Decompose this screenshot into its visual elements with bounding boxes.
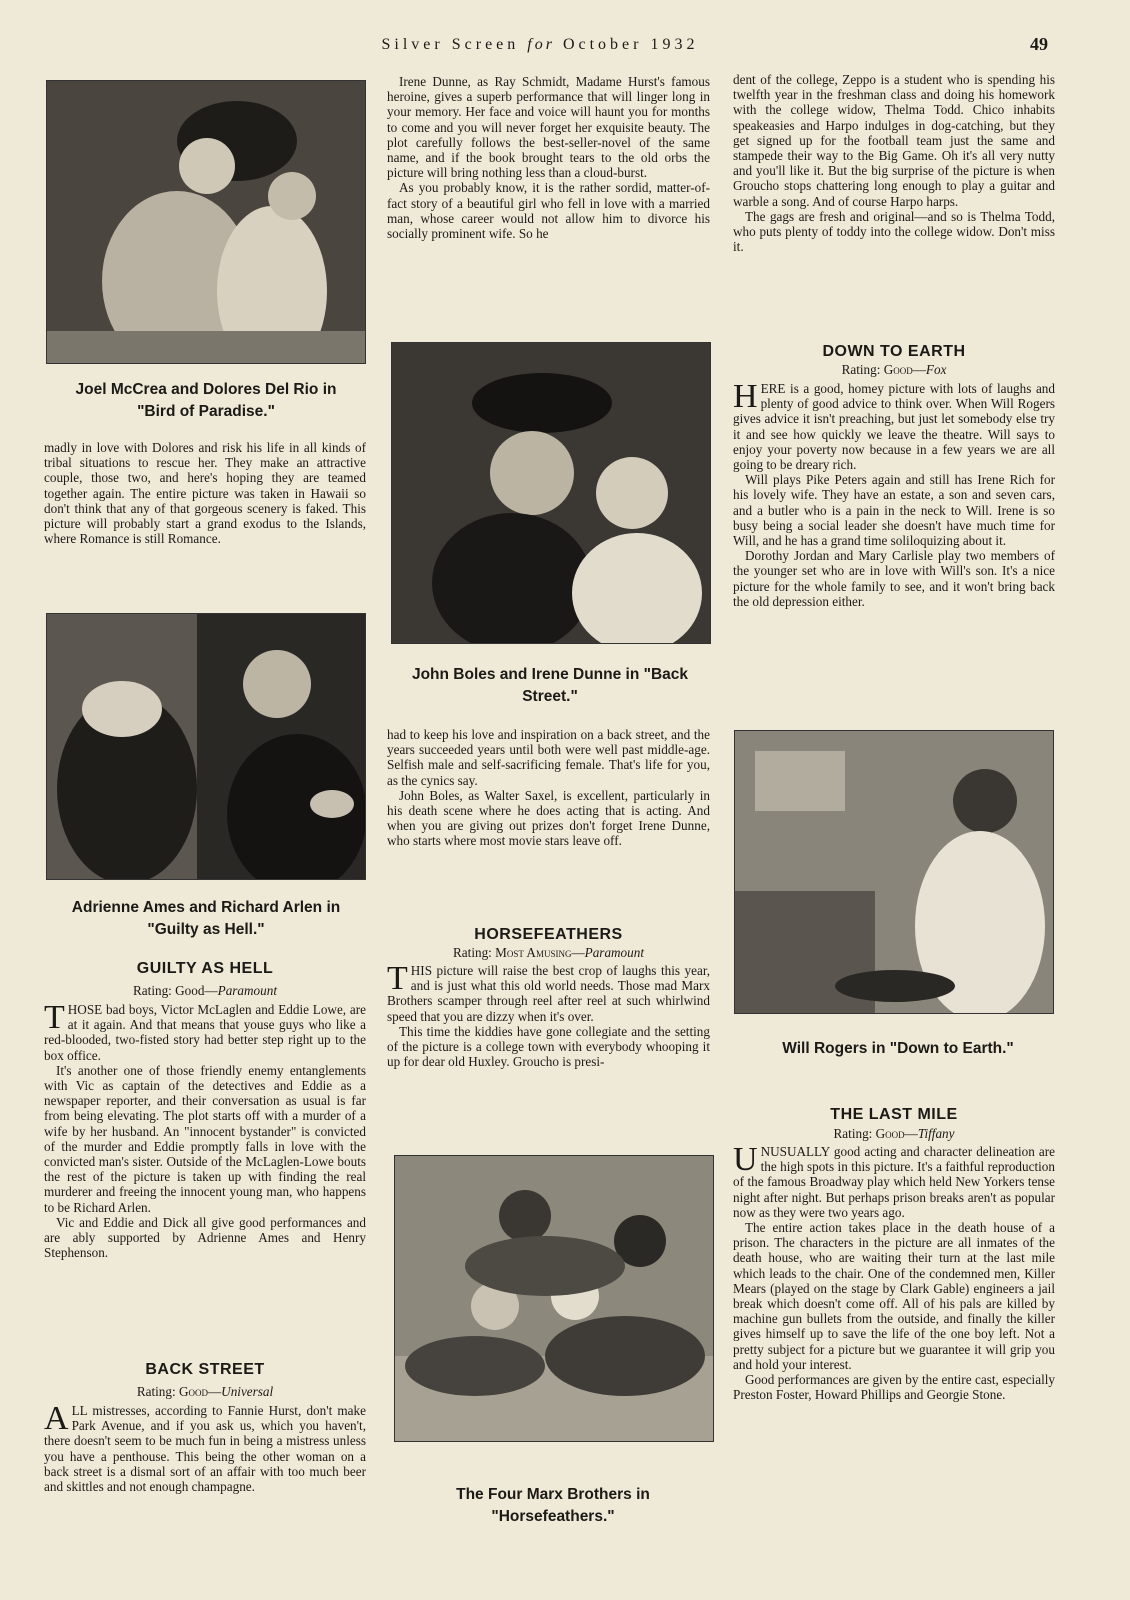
running-header (300, 36, 780, 54)
review-body-last-mile: UNUSUALLY good acting and character delineation are the high spots in this picture. It's a faithful reproduction of the famous Broadway play which held New Yorkers tense night after night. But perhaps prison breaks aren't as popular now as they were two years ago. The entire action takes place in the death house of a prison. The characters in the picture are all inmates of the death house, who are waiting their turn at the last mile which leads to the chair. One of the condemned men, Killer Mears (played on the stage by Clark Gable) engineers a jail break which doesn't come off. All of his pals are killed by machine gun bullets from the outside, and finally the killer gives himself up to save the life of the one boy left. Not a pretty subject for a picture but we guarantee it will grip you and hold your interest. Good performances are given by the entire cast, especially Preston Foster, Howard Phillips and Georgie Stone. (733, 1141, 1055, 1403)
review-title-down-to-earth: DOWN TO EARTH (822, 343, 966, 360)
paragraph: Vic and Eddie and Dick all give good performances and are ably supported by Adrienne Ames and Henry Stephenson. (44, 1214, 366, 1261)
drop-cap: H (733, 378, 758, 415)
paragraph: Good performances are given by the entire cast, especially Preston Foster, Howard Phillips and Georgie Stone. (733, 1372, 1055, 1403)
drop-cap: T (44, 999, 65, 1036)
for-word: for (527, 36, 555, 53)
photo-placeholder-icon (735, 731, 1053, 1013)
photo-bird-of-paradise (46, 80, 366, 364)
paragraph: had to keep his love and inspiration on a back street, and the years succeeded years until both were well past middle-age. Selfish male and self-sacrificing female. That's life for you, as the cynics say. (387, 727, 710, 788)
photo-back-street (391, 342, 711, 644)
photo-placeholder-icon (47, 614, 365, 879)
rating-back-street: Rating: Good—Universal (136, 1384, 274, 1399)
caption-horsefeathers: The Four Marx Brothers in "Horsefeathers." (456, 1486, 650, 1525)
paragraph: Irene Dunne, as Ray Schmidt, Madame Hurst's famous heroine, gives a superb performance that will linger long in your memory. Her face and voice will haunt you for months to come and you will never forget her exquisite beauty. The plot carefully follows the best-seller-novel of the same name, and if the book brought tears to the old orbs the picture will bring nothing less than a cloud-burst. (387, 74, 710, 181)
review-body-down-to-earth: HERE is a good, homey picture with lots of laughs and plenty of good advice to think over. When Will Rogers gives advice it isn't preaching, but just let somebody else try it and see how quickly we leave the theatre. Will says to enjoy your poverty now because in a few years we are all going to be dreary rich. Will plays Pike Peters again and still has Irene Rich for his lovely wife. They have an estate, a son and seven cars, and a butler who is a pain in the neck to Will. Irene is so busy being a social leader she doesn't have much time for Will, and he has a grand time soliloquizing about it. Dorothy Jordan and Mary Carlisle play two members of the younger set who are in love with Will's son. It's a nice picture for the whole family to see, and it won't bring back the old depression either. (733, 378, 1055, 609)
paragraph: This time the kiddies have gone collegiate and the setting of the picture is a college town with everybody whooping it up for dear old Huxley. Groucho is presi- (387, 1023, 710, 1070)
rating-last-mile: Rating: Good—Tiffany (833, 1126, 955, 1141)
caption-down-to-earth: Will Rogers in "Down to Earth." (782, 1040, 1014, 1057)
article-text-bird-of-paradise (44, 440, 366, 546)
paragraph: The entire action takes place in the death house of a prison. The characters in the picture are all inmates of the death house, who are waiting their turn at the last mile which leads to the chair. One of the condemned men, Killer Mears (played on the stage by Clark Gable) engineers a jail break which doesn't come off. All of his pals are killed by machine gun bullets from the outside, and finally the killer gives himself up to save the life of the one boy left. Not a pretty subject for a picture but we guarantee it will grip you and hold your interest. (733, 1220, 1055, 1372)
drop-cap: A (44, 1400, 69, 1437)
rating-horsefeathers: Rating: Most Amusing—Paramount (453, 945, 644, 960)
paragraph: The gags are fresh and original—and so is Thelma Todd, who puts plenty of toddy into the college widow. Don't miss it. (733, 208, 1055, 255)
photo-horsefeathers (394, 1155, 714, 1442)
review-body-back-street-continued (387, 74, 710, 241)
magazine-name: Silver Screen (381, 36, 520, 53)
paragraph: As you probably know, it is the rather sordid, matter-of-fact story of a beautiful girl who fell in love with a married man, whose career would not allow him to divorce his socially prominent wife. So he (387, 180, 710, 242)
review-body-back-street: ALL mistresses, according to Fannie Hurst, don't make Park Avenue, and if you ask us, which you haven't, there doesn't seem to be much fun in being a mistress unless you have a penthouse. This being the other woman on a back street is a dismal sort of an affair with too much beer and skittles and not enough champagne. (44, 1400, 366, 1495)
paragraph: Will plays Pike Peters again and still has Irene Rich for his lovely wife. They have an estate, a son and seven cars, and a butler who is a pain in the neck to Will. Irene is so busy being a social leader she doesn't have much time for Will, and he has a grand time soliloquizing about it. (733, 472, 1055, 549)
caption-back-street: John Boles and Irene Dunne in "Back Street." (411, 666, 689, 705)
caption-guilty-as-hell: Adrienne Ames and Richard Arlen in "Guilty as Hell." (71, 899, 341, 938)
photo-guilty-as-hell (46, 613, 366, 880)
caption-bird-of-paradise: Joel McCrea and Dolores Del Rio in "Bird of Paradise." (75, 381, 337, 420)
paragraph: John Boles, as Walter Saxel, is excellent, particularly in his death scene where he does acting that is acting. And when you are giving out prizes don't forget Irene Dunne, who starts where most movie stars leave off. (387, 787, 710, 849)
paragraph: dent of the college, Zeppo is a student who is spending his twelfth year in the freshman class and doing his homework with the college widow, Thelma Todd. Chico inhabits speakeasies and Harpo indulges in dog-catching, but they get signed up for the football team just the same and stampede their way to the Big Game. Oh it's all very nutty and you'll like it. But the big surprise of the picture is when Groucho stops chattering long enough to play a guitar and warble a song. And of course Harpo harps. (733, 72, 1055, 209)
paragraph: Dorothy Jordan and Mary Carlisle play two members of the younger set who are in love with Will's son. It's a nice picture for the whole family to see, and it won't bring back the old depression either. (733, 548, 1055, 609)
review-body-horsefeathers-continued (733, 72, 1055, 254)
page-number: 49 (1030, 34, 1048, 54)
photo-placeholder-icon (395, 1156, 713, 1441)
photo-placeholder-icon (47, 81, 365, 363)
issue-date: October 1932 (562, 36, 699, 53)
paragraph: It's another one of those friendly enemy entanglements with Vic as captain of the detectives and Eddie as a newspaper reporter, and their conversation as usual is far from being elevating. The plot starts off with a murder of a wife by her husband. An "innocent bystander" is convicted of the murder and Eddie promptly falls in love with the convicted man's sister. Outside of the McLaglen-Lowe bouts the rest of the picture is taken up with finding the real murderer and freeing the innocent young man, who happens to be Richard Arlen. (44, 1062, 366, 1215)
drop-cap: T (387, 960, 408, 997)
paragraph: madly in love with Dolores and risk his life in all kinds of tribal situations to rescue her. They make an attractive couple, those two, and here's hoping they are teamed together again. The entire picture was taken in Hawaii so don't think that any of that gorgeous scenery is faked. This picture will probably start a grand exodus to the Islands, where Romance is still Romance. (44, 440, 366, 547)
review-title-last-mile: THE LAST MILE (830, 1106, 958, 1123)
rating-down-to-earth: Rating: Good—Fox (841, 362, 947, 377)
photo-placeholder-icon (392, 343, 710, 643)
review-body-back-street-end (387, 727, 710, 849)
review-body-guilty-as-hell: THOSE bad boys, Victor McLaglen and Eddie Lowe, are at it again. And that means that youse guys who like a red-blooded, two-fisted story had better step right up to the box office. It's another one of those friendly enemy entanglements with Vic as captain of the detectives and Eddie as a newspaper reporter, and their conversation as usual is far from being elevating. The plot starts off with a murder of a wife by her husband. An "innocent bystander" is convicted of the murder and Eddie promptly falls in love with the convicted man's sister. Outside of the McLaglen-Lowe bouts the rest of the picture is taken up with finding the real murderer and freeing the innocent young man, who happens to be Richard Arlen. Vic and Eddie and Dick all give good performances and are ably supported by Adrienne Ames and Henry Stephenson. (44, 999, 366, 1261)
review-title-guilty-as-hell: GUILTY AS HELL (136, 960, 274, 977)
drop-cap: U (733, 1141, 758, 1178)
review-body-horsefeathers: THIS picture will raise the best crop of laughs this year, and is just what this old world needs. Those mad Marx Brothers scamper through reel after reel at such whirlwind speed that you are dizzy when it's over. This time the kiddies have gone collegiate and the setting of the picture is a college town with everybody whooping it up for dear old Huxley. Groucho is presi- (387, 960, 710, 1070)
review-title-back-street: BACK STREET (145, 1361, 265, 1378)
photo-down-to-earth (734, 730, 1054, 1014)
rating-guilty-as-hell: Rating: Good—Paramount (133, 983, 277, 998)
review-title-horsefeathers: HORSEFEATHERS (474, 926, 623, 943)
